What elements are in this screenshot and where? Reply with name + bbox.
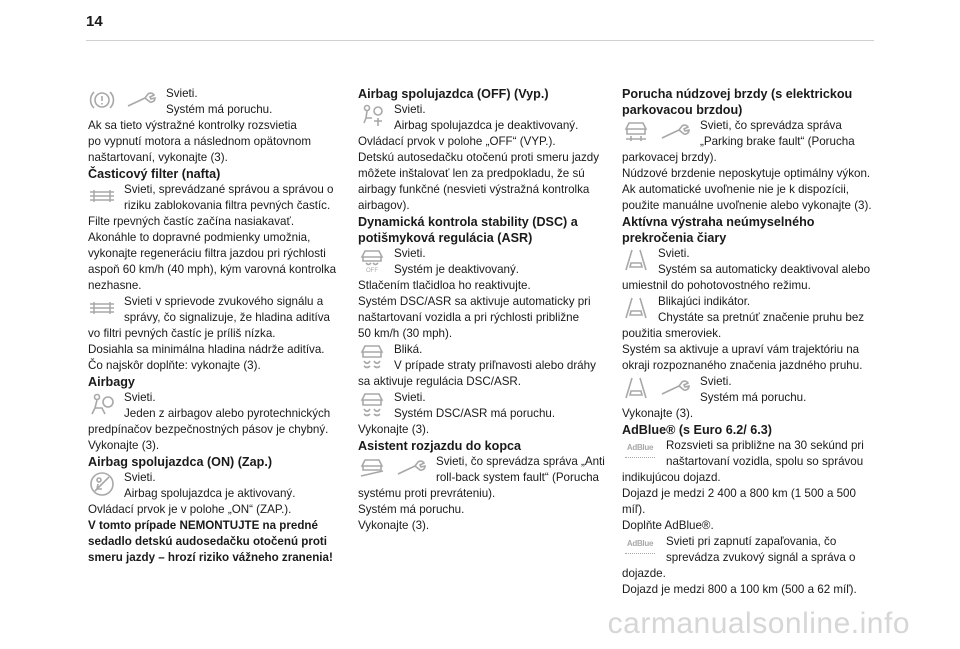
text-line: airbagy funkčné (nesvieti výstražná kontrolka bbox=[358, 183, 590, 196]
text-line: Svieti. bbox=[394, 247, 426, 260]
block bbox=[622, 438, 884, 534]
text-line: naštartovaní vozidla a pri rýchlosti približne bbox=[358, 311, 580, 324]
text-line: Systém má poruchu. bbox=[700, 391, 807, 404]
text-line: Svieti pri zapnutí zapaľovania, čo bbox=[666, 535, 837, 548]
particle-filter-icon bbox=[88, 183, 116, 209]
warning-line: V tomto prípade NEMONTUJTE na predné bbox=[88, 519, 318, 532]
text-line: Svieti. bbox=[394, 391, 426, 404]
airbag-off-icon bbox=[358, 103, 386, 129]
text-line: sa aktivuje regulácia DSC/ASR. bbox=[358, 375, 522, 388]
heading-airbags: Airbagy bbox=[88, 375, 135, 389]
block bbox=[88, 86, 338, 166]
text-line: indikujúcou dojazd. bbox=[622, 471, 721, 484]
text-line: roll-back system fault“ (Porucha bbox=[436, 471, 600, 484]
text-line: Jeden z airbagov alebo pyrotechnických bbox=[124, 407, 331, 420]
airbag-icon bbox=[88, 391, 116, 417]
block bbox=[358, 390, 608, 438]
text-line: Svieti. bbox=[166, 87, 198, 100]
text-line: Dojazd je medzi 800 a 100 km (500 a 62 míľ). bbox=[622, 583, 857, 596]
page-number: 14 bbox=[86, 13, 103, 30]
warning-text bbox=[88, 518, 338, 566]
text-line: môžete inštalovať len za predpokladu, že sú bbox=[358, 167, 585, 180]
block bbox=[358, 342, 608, 390]
heading-hill-start: Asistent rozjazdu do kopca bbox=[358, 439, 522, 453]
lane-icon bbox=[622, 375, 650, 401]
heading-particle-filter: Časticový filter (nafta) bbox=[88, 167, 221, 181]
text-line: okraji rozpoznaného značenia jazdného pruhu. bbox=[622, 359, 863, 372]
text-line: naštartovaní vozidla, spolu so správou bbox=[666, 455, 864, 468]
particle-filter-icon bbox=[88, 295, 116, 321]
svg-text:OFF: OFF bbox=[366, 268, 378, 273]
warning-icon bbox=[88, 87, 116, 113]
text-line: Systém sa automaticky deaktivoval alebo bbox=[658, 263, 871, 276]
block bbox=[358, 246, 608, 342]
text-line: Svieti. bbox=[658, 247, 690, 260]
indicator-icons bbox=[88, 295, 116, 325]
wrench-icon bbox=[394, 455, 428, 481]
indicator-icons bbox=[622, 247, 650, 277]
indicator-icons bbox=[622, 295, 650, 325]
dsc-icon bbox=[358, 343, 386, 369]
text-line: vykonajte regeneráciu filtra jazdou pri rýchlosti bbox=[88, 247, 326, 260]
text-line: správy, čo signalizuje, že hladina aditíva bbox=[124, 311, 331, 324]
text-line: 50 km/h (30 mph). bbox=[358, 327, 453, 340]
text-line: Systém je deaktivovaný. bbox=[394, 263, 520, 276]
text-line: Vykonajte (3). bbox=[622, 407, 694, 420]
text-line: sprevádza zvukový signál a správa o bbox=[666, 551, 856, 564]
text-line: Vykonajte (3). bbox=[358, 519, 430, 532]
text-line: predpínačov bezpečnostných pásov je chybný. bbox=[88, 423, 329, 436]
indicator-icons bbox=[88, 183, 116, 213]
text-line: systému proti prevráteniu). bbox=[358, 487, 496, 500]
text-line: Systém DSC/ASR sa aktivuje automaticky pri bbox=[358, 295, 591, 308]
airbag-on-icon bbox=[88, 471, 116, 497]
block bbox=[622, 374, 884, 422]
text-line: Systém DSC/ASR má poruchu. bbox=[394, 407, 556, 420]
text-line: vo filtri pevných častíc je príliš nízka. bbox=[88, 327, 276, 340]
heading-lane-warning: Aktívna výstraha neúmyselného prekročenia čiary bbox=[622, 215, 815, 245]
text-line: Bliká. bbox=[394, 343, 423, 356]
indicator-icons bbox=[88, 87, 158, 117]
indicator-icons bbox=[358, 391, 386, 421]
adblue-icon bbox=[622, 439, 658, 458]
text-line: airbagov). bbox=[358, 199, 410, 212]
text-line: naštartovaní, vykonajte (3). bbox=[88, 151, 228, 164]
indicator-icons bbox=[358, 455, 428, 485]
column-3 bbox=[622, 86, 884, 598]
text-line: V prípade straty priľnavosti alebo dráhy bbox=[394, 359, 596, 372]
wrench-icon bbox=[658, 119, 692, 145]
warning-line: sedadlo detskú audosedačku otočenú proti bbox=[88, 535, 328, 548]
text-line: Airbag spolujazdca je deaktivovaný. bbox=[394, 119, 579, 132]
text-line: Svieti. bbox=[700, 375, 732, 388]
text-line: po vypnutí motora a následnom opätovnom bbox=[88, 135, 311, 148]
block bbox=[88, 470, 338, 518]
block bbox=[622, 246, 884, 294]
heading-adblue: AdBlue® (s Euro 6.2/ 6.3) bbox=[622, 423, 772, 437]
text-line: nezhasne. bbox=[88, 279, 142, 292]
block bbox=[88, 182, 338, 294]
text-line: Čo najskôr doplňte: vykonajte (3). bbox=[88, 359, 261, 372]
text-line: Airbag spolujazdca je aktivovaný. bbox=[124, 487, 296, 500]
text-line: Dojazd je medzi 2 400 a 800 km (1 500 a 500 bbox=[622, 487, 856, 500]
block bbox=[88, 390, 338, 454]
text-line: Svieti, sprevádzané správou a správou o bbox=[124, 183, 334, 196]
text-line: riziku zablokovania filtra pevných častíc. bbox=[124, 199, 331, 212]
dsc-off-icon bbox=[358, 247, 386, 273]
text-line: Detskú autosedačku otočenú proti smeru jazdy bbox=[358, 151, 600, 164]
heading-airbag-on: Airbag spolujazdca (ON) (Zap.) bbox=[88, 455, 273, 469]
text-line: míľ). bbox=[622, 503, 646, 516]
column-2 bbox=[358, 86, 608, 534]
text-line: Ak automatické uvoľnenie nie je k dispozícii, bbox=[622, 183, 850, 196]
text-line: Chystáte sa pretnúť značenie pruhu bez bbox=[658, 311, 865, 324]
indicator-icons bbox=[622, 535, 658, 565]
brake-icon bbox=[622, 119, 650, 145]
indicator-icons bbox=[358, 343, 386, 373]
text-line: použitia smeroviek. bbox=[622, 327, 722, 340]
text-line: Vykonajte (3). bbox=[88, 439, 160, 452]
wrench-icon bbox=[658, 375, 692, 401]
text-line: Svieti. bbox=[394, 103, 426, 116]
text-line: Doplňte AdBlue®. bbox=[622, 519, 714, 532]
watermark: carmanualsonline.info bbox=[607, 607, 910, 640]
text-line: Svieti. bbox=[124, 391, 156, 404]
heading-airbag-off: Airbag spolujazdca (OFF) (Vyp.) bbox=[358, 87, 549, 101]
text-line: Systém má poruchu. bbox=[358, 503, 465, 516]
indicator-icons bbox=[358, 103, 386, 133]
indicator-icons bbox=[622, 439, 658, 469]
indicator-icons bbox=[88, 471, 116, 501]
text-line: Ak sa tieto výstražné kontrolky rozsvietia bbox=[88, 119, 297, 132]
text-line: Systém má poruchu. bbox=[166, 103, 273, 116]
text-line: Svieti v sprievode zvukového signálu a bbox=[124, 295, 324, 308]
text-line: Núdzové brzdenie neposkytuje optimálny výkon. bbox=[622, 167, 871, 180]
indicator-icons bbox=[622, 375, 692, 405]
heading-emergency-brake: Porucha núdzovej brzdy (s elektrickou parkovacou brzdou) bbox=[622, 87, 853, 117]
adblue-icon-label: AdBlue bbox=[626, 443, 654, 452]
dsc-icon bbox=[358, 391, 386, 417]
indicator-icons bbox=[622, 119, 692, 149]
block bbox=[88, 294, 338, 374]
text-line: Rozsvieti sa približne na 30 sekúnd pri bbox=[666, 439, 864, 452]
hill-start-icon bbox=[358, 455, 386, 481]
text-line: parkovacej brzdy). bbox=[622, 151, 717, 164]
adblue-icon bbox=[622, 535, 658, 554]
text-line: použite manuálne uvoľnenie alebo vykonajte (3). bbox=[622, 199, 872, 212]
text-line: Filte rpevných častíc začína nasiakavať. bbox=[88, 215, 295, 228]
lane-icon bbox=[622, 295, 650, 321]
block bbox=[622, 118, 884, 214]
lane-icon bbox=[622, 247, 650, 273]
block bbox=[358, 102, 608, 214]
indicator-icons bbox=[88, 391, 116, 421]
heading-dsc: Dynamická kontrola stability (DSC) a potišmyková regulácia (ASR) bbox=[358, 215, 578, 245]
column-1 bbox=[88, 86, 338, 566]
text-line: „Parking brake fault“ (Porucha bbox=[700, 135, 855, 148]
text-line: Ovládací prvok v polohe „OFF“ (VYP.). bbox=[358, 135, 556, 148]
text-line: Dosiahla sa minimálna hladina nádrže aditíva. bbox=[88, 343, 325, 356]
block bbox=[622, 534, 884, 598]
text-line: umiestnil do pohotovostného režimu. bbox=[622, 279, 811, 292]
text-line: Svieti, čo sprevádza správa „Anti bbox=[436, 455, 605, 468]
wrench-icon bbox=[124, 87, 158, 113]
block bbox=[622, 294, 884, 374]
text-line: Systém sa aktivuje a upraví vám trajektóriu na bbox=[622, 343, 860, 356]
text-line: Vykonajte (3). bbox=[358, 423, 430, 436]
text-line: Akonáhle to dopravné podmienky umožnia, bbox=[88, 231, 311, 244]
text-line: Stlačením tlačidloa ho reaktivujte. bbox=[358, 279, 531, 292]
adblue-icon-label: AdBlue bbox=[626, 539, 654, 548]
text-line: Svieti. bbox=[124, 471, 156, 484]
text-line: aspoň 60 km/h (40 mph), kým varovná kontrolka bbox=[88, 263, 337, 276]
block bbox=[358, 454, 608, 534]
text-line: dojazde. bbox=[622, 567, 666, 580]
header-rule bbox=[86, 40, 874, 41]
text-line: Blikajúci indikátor. bbox=[658, 295, 751, 308]
text-line: Ovládací prvok je v polohe „ON“ (ZAP.). bbox=[88, 503, 292, 516]
indicator-icons bbox=[358, 247, 386, 277]
text-line: Svieti, čo sprevádza správa bbox=[700, 119, 842, 132]
warning-line: smeru jazdy – hrozí riziko vážneho zranenia! bbox=[88, 551, 333, 564]
